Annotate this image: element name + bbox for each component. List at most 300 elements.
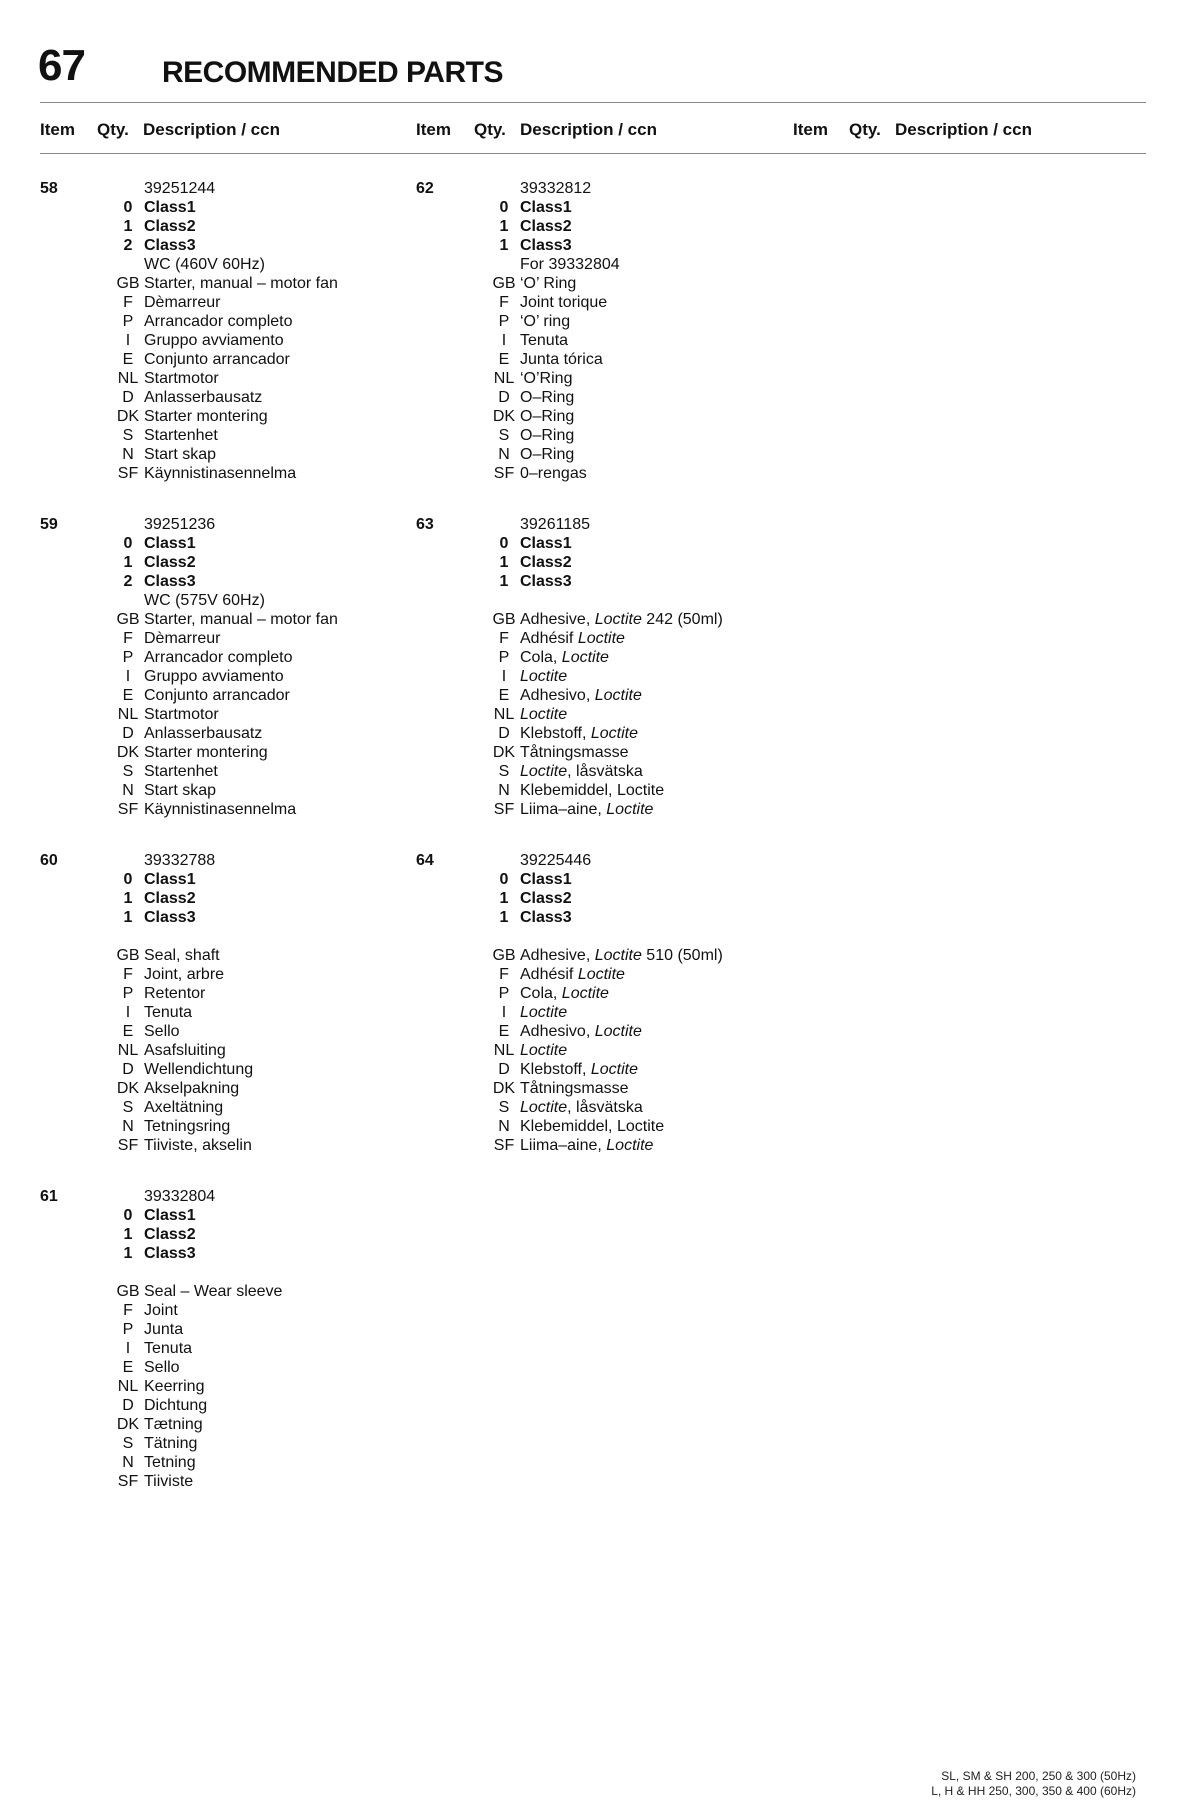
row-text: ‘O’ ring xyxy=(520,313,571,330)
row-text: 39332812 xyxy=(520,180,592,197)
row-text: Conjunto arrancador xyxy=(144,351,290,368)
row-code: NL xyxy=(117,1042,139,1059)
language-description-row xyxy=(416,629,776,648)
qty-class-row xyxy=(416,236,776,255)
row-text: 39332788 xyxy=(144,852,216,869)
row-code: S xyxy=(122,1099,134,1116)
row-text: 39251244 xyxy=(144,180,216,197)
row-text: Tetning xyxy=(144,1454,196,1471)
row-code: GB xyxy=(116,611,140,628)
row-code: P xyxy=(498,985,510,1002)
language-description-row xyxy=(416,686,776,705)
row-text: Joint, arbre xyxy=(144,966,225,983)
row-text: Start skap xyxy=(144,782,217,799)
row-code: SF xyxy=(117,1137,139,1154)
col-qty-label-3: Qty. xyxy=(849,120,881,139)
language-description-row xyxy=(40,369,400,388)
part-header-row xyxy=(40,1187,400,1206)
row-text: Adhésif Loctite xyxy=(520,966,625,983)
language-description-row xyxy=(40,464,400,483)
language-description-row xyxy=(416,743,776,762)
row-text: O–Ring xyxy=(520,427,575,444)
row-text: Tåtningsmasse xyxy=(520,744,629,761)
row-text: Seal – Wear sleeve xyxy=(144,1283,283,1300)
language-description-row xyxy=(40,1098,400,1117)
row-code: 1 xyxy=(123,890,133,907)
row-text: Dèmarreur xyxy=(144,294,221,311)
qty-class-row xyxy=(40,572,400,591)
row-text: Class3 xyxy=(144,573,196,590)
row-code: S xyxy=(122,1435,134,1452)
row-code: P xyxy=(122,1321,134,1338)
row-code: SF xyxy=(493,465,515,482)
row-text: Keerring xyxy=(144,1378,205,1395)
row-code: N xyxy=(122,782,134,799)
row-text: Wellendichtung xyxy=(144,1061,254,1078)
row-code: E xyxy=(498,351,510,368)
row-code: 1 xyxy=(499,237,509,254)
row-code: F xyxy=(123,294,133,311)
row-text: Dichtung xyxy=(144,1397,208,1414)
language-description-row xyxy=(40,445,400,464)
row-text: Class1 xyxy=(144,871,196,888)
language-description-row xyxy=(40,1434,400,1453)
language-description-row xyxy=(40,648,400,667)
qty-class-row xyxy=(40,217,400,236)
row-text: Klebstoff, Loctite xyxy=(520,1061,638,1078)
row-text: Class2 xyxy=(144,554,196,571)
row-text: 39225446 xyxy=(520,852,592,869)
row-text: Tiiviste xyxy=(144,1473,194,1490)
row-text: Klebstoff, Loctite xyxy=(520,725,638,742)
row-code: N xyxy=(122,1454,134,1471)
row-text: Loctite xyxy=(520,706,568,723)
row-text: Loctite xyxy=(520,668,568,685)
row-text: Dèmarreur xyxy=(144,630,221,647)
language-description-row xyxy=(40,331,400,350)
row-code: 1 xyxy=(123,1226,133,1243)
row-text: Loctite xyxy=(520,1042,568,1059)
qty-class-row xyxy=(40,534,400,553)
language-description-row xyxy=(40,724,400,743)
qty-class-row xyxy=(416,572,776,591)
row-code: 2 xyxy=(123,237,133,254)
language-description-row xyxy=(40,1339,400,1358)
footer-model-info xyxy=(931,1769,1136,1799)
page-title: RECOMMENDED PARTS xyxy=(162,56,503,89)
language-description-row xyxy=(40,946,400,965)
row-code: 1 xyxy=(123,554,133,571)
language-description-row xyxy=(416,1136,776,1155)
row-code: P xyxy=(122,985,134,1002)
language-description-row xyxy=(416,800,776,819)
language-description-row xyxy=(40,350,400,369)
row-text: Starter, manual – motor fan xyxy=(144,275,338,292)
row-text: Arrancador completo xyxy=(144,649,293,666)
row-code: DK xyxy=(492,1080,516,1097)
row-text: Tenuta xyxy=(520,332,569,349)
row-code: NL xyxy=(117,370,139,387)
language-description-row xyxy=(40,426,400,445)
row-text: Gruppo avviamento xyxy=(144,332,284,349)
row-text: Start skap xyxy=(144,446,217,463)
language-description-row xyxy=(416,724,776,743)
language-description-row xyxy=(40,1453,400,1472)
row-code: D xyxy=(122,1061,134,1078)
row-text: Class1 xyxy=(520,871,572,888)
row-code: 0 xyxy=(123,871,133,888)
col-desc-label-1: Description / ccn xyxy=(143,120,280,139)
row-code: D xyxy=(122,725,134,742)
row-text: Class1 xyxy=(144,535,196,552)
row-code: 0 xyxy=(123,1207,133,1224)
row-code: P xyxy=(498,649,510,666)
qty-class-row xyxy=(40,1206,400,1225)
part-header-row xyxy=(40,851,400,870)
language-description-row xyxy=(416,1022,776,1041)
language-description-row xyxy=(416,1079,776,1098)
row-text: ‘O’ Ring xyxy=(520,275,577,292)
row-code: P xyxy=(122,313,134,330)
row-code: SF xyxy=(493,801,515,818)
row-text: Anlasserbausatz xyxy=(144,725,263,742)
row-code: N xyxy=(498,446,510,463)
language-description-row xyxy=(416,293,776,312)
row-code: 1 xyxy=(123,1245,133,1262)
row-code: D xyxy=(498,1061,510,1078)
language-description-row xyxy=(416,667,776,686)
part-block xyxy=(40,851,400,1155)
language-description-row xyxy=(40,388,400,407)
qty-class-row xyxy=(40,1225,400,1244)
col-desc-label-2: Description / ccn xyxy=(520,120,657,139)
footer-line-1: SL, SM & SH 200, 250 & 300 (50Hz) xyxy=(941,1769,1136,1783)
part-note-row xyxy=(40,591,400,610)
qty-class-row xyxy=(40,236,400,255)
col-qty-label-2: Qty. xyxy=(474,120,506,139)
qty-class-row xyxy=(416,908,776,927)
row-code: GB xyxy=(492,947,516,964)
col-qty-label-1: Qty. xyxy=(97,120,129,139)
language-description-row xyxy=(40,781,400,800)
language-description-row xyxy=(416,1060,776,1079)
part-block xyxy=(40,515,400,819)
row-code: D xyxy=(122,389,134,406)
language-description-row xyxy=(40,1003,400,1022)
row-text: Adhésif Loctite xyxy=(520,630,625,647)
row-text: Cola, Loctite xyxy=(520,985,609,1002)
qty-class-row xyxy=(40,908,400,927)
row-code: I xyxy=(125,668,131,685)
part-header-row xyxy=(416,179,776,198)
row-code: I xyxy=(125,1340,131,1357)
row-text: Käynnistinasennelma xyxy=(144,465,297,482)
row-text: Axeltätning xyxy=(144,1099,224,1116)
row-code: 0 xyxy=(499,871,509,888)
part-note-row xyxy=(40,255,400,274)
language-description-row xyxy=(416,369,776,388)
row-code: D xyxy=(498,389,510,406)
qty-class-row xyxy=(416,553,776,572)
row-code: F xyxy=(123,966,133,983)
row-text: Loctite, låsvätska xyxy=(520,1099,643,1116)
row-text: Loctite xyxy=(520,1004,568,1021)
language-description-row xyxy=(40,1415,400,1434)
part-header-row xyxy=(40,179,400,198)
row-text: Startmotor xyxy=(144,706,219,723)
row-text: Liima–aine, Loctite xyxy=(520,1137,654,1154)
language-description-row xyxy=(416,312,776,331)
row-code: NL xyxy=(493,706,515,723)
row-code: SF xyxy=(117,1473,139,1490)
row-code: E xyxy=(122,687,134,704)
row-code: S xyxy=(498,427,510,444)
language-description-row xyxy=(40,407,400,426)
language-description-row xyxy=(416,610,776,629)
row-text: Sello xyxy=(144,1023,180,1040)
row-text: Class2 xyxy=(144,890,196,907)
language-description-row xyxy=(416,781,776,800)
row-code: NL xyxy=(117,1378,139,1395)
row-text: Junta tórica xyxy=(520,351,603,368)
language-description-row xyxy=(40,1301,400,1320)
row-code: DK xyxy=(116,1080,140,1097)
row-code: 1 xyxy=(499,218,509,235)
row-text: Startmotor xyxy=(144,370,219,387)
language-description-row xyxy=(416,331,776,350)
qty-class-row xyxy=(416,198,776,217)
row-text: Tåtningsmasse xyxy=(520,1080,629,1097)
row-code: DK xyxy=(492,408,516,425)
item-number: 59 xyxy=(40,516,58,533)
row-code: NL xyxy=(493,1042,515,1059)
row-text: O–Ring xyxy=(520,408,575,425)
qty-class-row xyxy=(416,534,776,553)
row-text: Class3 xyxy=(144,1245,196,1262)
row-text: Conjunto arrancador xyxy=(144,687,290,704)
language-description-row xyxy=(416,1117,776,1136)
row-text: Tätning xyxy=(144,1435,198,1452)
row-code: GB xyxy=(116,1283,140,1300)
row-code: SF xyxy=(117,465,139,482)
row-text: Junta xyxy=(144,1321,184,1338)
row-code: DK xyxy=(116,744,140,761)
row-text: Tenuta xyxy=(144,1340,193,1357)
row-text: Tiiviste, akselin xyxy=(144,1137,252,1154)
row-code: I xyxy=(125,332,131,349)
row-text: For 39332804 xyxy=(520,256,620,273)
row-code: GB xyxy=(492,611,516,628)
row-text: Gruppo avviamento xyxy=(144,668,284,685)
row-text: Startenhet xyxy=(144,427,218,444)
language-description-row xyxy=(40,1079,400,1098)
row-text: Asafsluiting xyxy=(144,1042,226,1059)
row-text: Class3 xyxy=(144,237,196,254)
language-description-row xyxy=(40,629,400,648)
row-text: Liima–aine, Loctite xyxy=(520,801,654,818)
language-description-row xyxy=(40,800,400,819)
row-code: GB xyxy=(492,275,516,292)
row-text: Arrancador completo xyxy=(144,313,293,330)
row-code: 0 xyxy=(123,199,133,216)
language-description-row xyxy=(416,965,776,984)
qty-class-row xyxy=(40,198,400,217)
row-text: Starter, manual – motor fan xyxy=(144,611,338,628)
col-item-label-1: Item xyxy=(40,120,75,139)
row-code: D xyxy=(498,725,510,742)
language-description-row xyxy=(416,407,776,426)
language-description-row xyxy=(416,1041,776,1060)
row-code: F xyxy=(123,1302,133,1319)
qty-class-row xyxy=(416,870,776,889)
row-text: Startenhet xyxy=(144,763,218,780)
parts-column-2 xyxy=(416,179,776,1155)
language-description-row xyxy=(416,274,776,293)
language-description-row xyxy=(416,984,776,1003)
row-code: SF xyxy=(117,801,139,818)
row-code: P xyxy=(498,313,510,330)
row-text: WC (575V 60Hz) xyxy=(144,592,265,609)
language-description-row xyxy=(416,464,776,483)
language-description-row xyxy=(40,1396,400,1415)
part-block xyxy=(40,1187,400,1491)
row-text: Class1 xyxy=(520,199,572,216)
item-number: 58 xyxy=(40,180,58,197)
col-item-label-2: Item xyxy=(416,120,451,139)
language-description-row xyxy=(40,1320,400,1339)
row-code: 1 xyxy=(499,890,509,907)
row-code: N xyxy=(122,1118,134,1135)
row-text: Class2 xyxy=(144,1226,196,1243)
row-text: Class3 xyxy=(144,909,196,926)
qty-class-row xyxy=(416,889,776,908)
row-code: F xyxy=(499,294,509,311)
row-text: 0–rengas xyxy=(520,465,587,482)
part-header-row xyxy=(416,851,776,870)
row-code: DK xyxy=(116,1416,140,1433)
row-text: Klebemiddel, Loctite xyxy=(520,1118,665,1135)
row-text: Tetningsring xyxy=(144,1118,231,1135)
row-code: S xyxy=(122,427,134,444)
qty-class-row xyxy=(40,553,400,572)
header-rule-top xyxy=(40,102,1146,103)
row-code: SF xyxy=(493,1137,515,1154)
row-text: Joint xyxy=(144,1302,178,1319)
row-text: Loctite, låsvätska xyxy=(520,763,643,780)
language-description-row xyxy=(40,312,400,331)
row-code: GB xyxy=(116,947,140,964)
language-description-row xyxy=(40,705,400,724)
row-text: Joint torique xyxy=(520,294,608,311)
row-code: E xyxy=(498,687,510,704)
row-code: NL xyxy=(117,706,139,723)
language-description-row xyxy=(40,1358,400,1377)
row-text: Class1 xyxy=(520,535,572,552)
row-text: Class3 xyxy=(520,573,572,590)
row-text: Klebemiddel, Loctite xyxy=(520,782,665,799)
row-code: N xyxy=(498,1118,510,1135)
language-description-row xyxy=(416,350,776,369)
row-code: I xyxy=(125,1004,131,1021)
row-code: 1 xyxy=(499,573,509,590)
item-number: 60 xyxy=(40,852,58,869)
language-description-row xyxy=(40,743,400,762)
row-text: Class3 xyxy=(520,237,572,254)
row-text: Adhesivo, Loctite xyxy=(520,687,642,704)
row-text: Class2 xyxy=(520,218,572,235)
row-code: DK xyxy=(116,408,140,425)
row-code: E xyxy=(122,351,134,368)
part-block xyxy=(416,851,776,1155)
row-text: WC (460V 60Hz) xyxy=(144,256,265,273)
row-code: S xyxy=(498,763,510,780)
language-description-row xyxy=(40,1472,400,1491)
row-code: I xyxy=(501,668,507,685)
row-text: Tenuta xyxy=(144,1004,193,1021)
language-description-row xyxy=(40,965,400,984)
language-description-row xyxy=(40,1282,400,1301)
row-text: Adhesivo, Loctite xyxy=(520,1023,642,1040)
item-number: 63 xyxy=(416,516,434,533)
row-code: 2 xyxy=(123,573,133,590)
part-block xyxy=(416,515,776,819)
row-text: 39251236 xyxy=(144,516,216,533)
row-code: N xyxy=(498,782,510,799)
row-text: Käynnistinasennelma xyxy=(144,801,297,818)
row-code: 1 xyxy=(123,909,133,926)
row-code: I xyxy=(501,1004,507,1021)
row-text: Class2 xyxy=(520,890,572,907)
language-description-row xyxy=(40,1041,400,1060)
col-item-label-3: Item xyxy=(793,120,828,139)
row-text: O–Ring xyxy=(520,389,575,406)
row-code: E xyxy=(122,1359,134,1376)
row-code: D xyxy=(122,1397,134,1414)
row-text: Anlasserbausatz xyxy=(144,389,263,406)
language-description-row xyxy=(416,1098,776,1117)
row-code: F xyxy=(499,966,509,983)
row-code: I xyxy=(501,332,507,349)
language-description-row xyxy=(416,426,776,445)
part-note-row xyxy=(416,255,776,274)
row-text: Tætning xyxy=(144,1416,203,1433)
row-code: S xyxy=(122,763,134,780)
row-code: 0 xyxy=(499,535,509,552)
row-text: Class2 xyxy=(144,218,196,235)
row-code: F xyxy=(499,630,509,647)
language-description-row xyxy=(40,1022,400,1041)
row-code: P xyxy=(122,649,134,666)
language-description-row xyxy=(416,648,776,667)
language-description-row xyxy=(416,946,776,965)
row-text: O–Ring xyxy=(520,446,575,463)
part-header-row xyxy=(40,515,400,534)
row-text: Class2 xyxy=(520,554,572,571)
item-number: 64 xyxy=(416,852,434,869)
language-description-row xyxy=(40,293,400,312)
language-description-row xyxy=(416,445,776,464)
language-description-row xyxy=(40,1136,400,1155)
row-code: F xyxy=(123,630,133,647)
row-text: Akselpakning xyxy=(144,1080,240,1097)
qty-class-row xyxy=(416,217,776,236)
item-number: 61 xyxy=(40,1188,58,1205)
language-description-row xyxy=(40,762,400,781)
row-text: 39261185 xyxy=(520,516,590,533)
row-text: Starter montering xyxy=(144,744,268,761)
qty-class-row xyxy=(40,870,400,889)
language-description-row xyxy=(416,705,776,724)
